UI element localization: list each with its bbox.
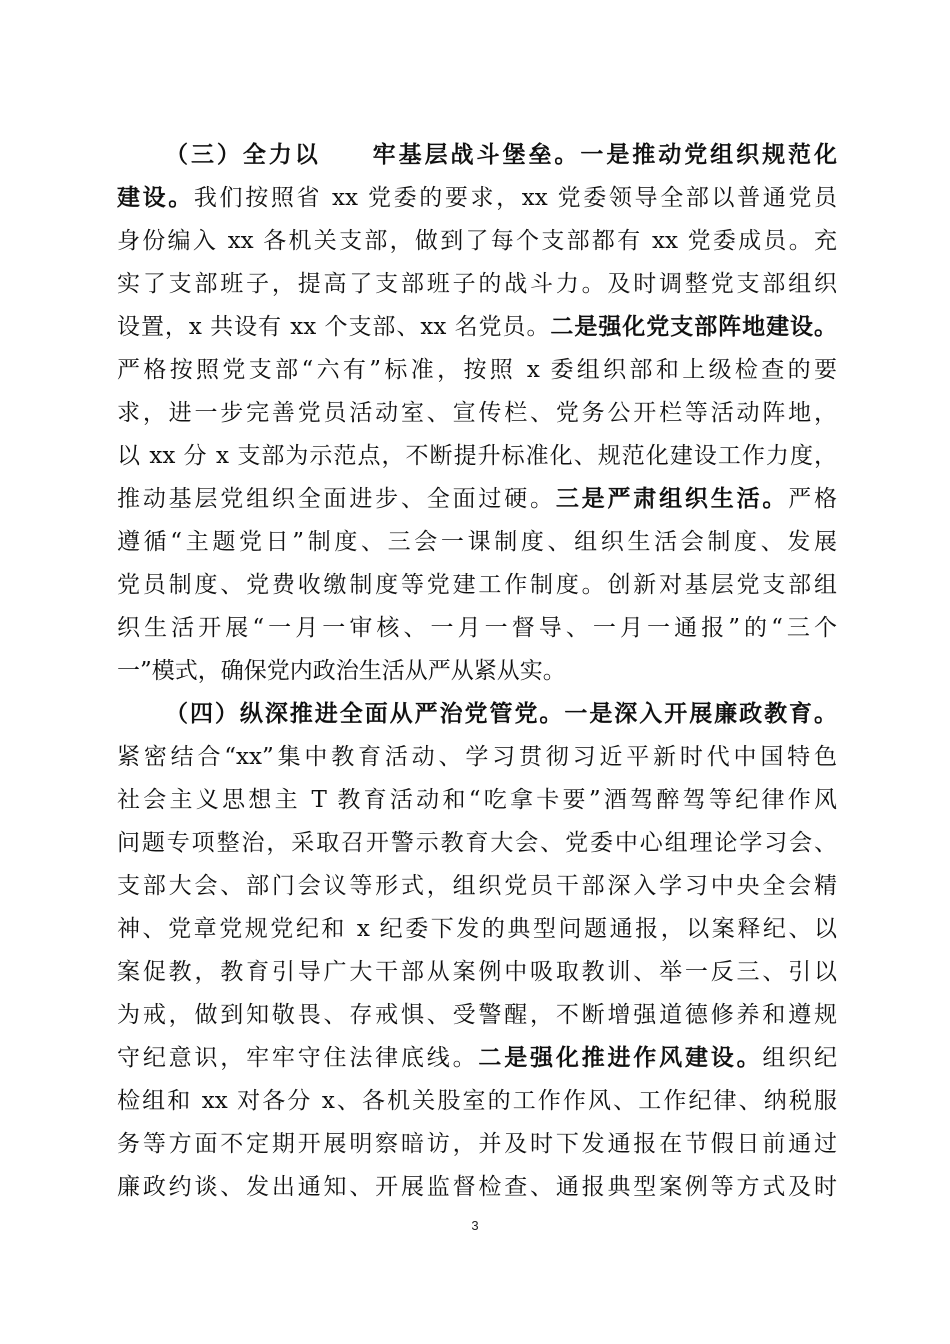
p4-heading: （四）纵深推进全面从严治党管党。一是深入开展廉政教育。 <box>165 700 837 727</box>
p3-line-8: 以 xx 分 x 支部为示范点，不断提升标准化、规范化建设工作力度， <box>117 443 837 469</box>
p4-line-12: 廉政约谈、发出通知、开展监督检查、通报典型案例等方式及时 <box>117 1174 837 1200</box>
p3-heading: （三）全力以 牢基层战斗堡垒。一是推动党组织规范化 <box>165 141 837 168</box>
p3-line-12: 织生活开展“一月一审核、一月一督导、一月一通报”的“三个 <box>117 615 837 641</box>
p3-line-6: 严格按照党支部“六有”标准，按照 x 委组织部和上级检查的要 <box>117 357 837 383</box>
p3-line-3: 身份编入 xx 各机关支部，做到了每个支部都有 xx 党委成员。充 <box>117 228 837 254</box>
p4-line-5: 支部大会、部门会议等形式，组织党员干部深入学习中央全会精 <box>117 873 837 899</box>
p3-line-7: 求，进一步完善党员活动室、宣传栏、党务公开栏等活动阵地， <box>117 400 837 426</box>
p3-line-9: 推动基层党组织全面进步、全面过硬。三是严肃组织生活。严格 <box>117 485 837 512</box>
p4-line-8: 为戒，做到知敬畏、存戒惧、受警醒，不断增强道德修养和遵规 <box>117 1002 837 1028</box>
page-number: 3 <box>471 1218 479 1233</box>
p4-line-7: 案促教，教育引导广大干部从案例中吸取教训、举一反三、引以 <box>117 959 837 985</box>
p3-line-11: 党员制度、党费收缴制度等党建工作制度。创新对基层党支部组 <box>117 572 837 598</box>
p4-line-3: 社会主义思想主 T 教育活动和“吃拿卡要”酒驾醉驾等纪律作风 <box>117 787 837 813</box>
p4-line-4: 问题专项整治，采取召开警示教育大会、党委中心组理论学习会、 <box>117 830 837 856</box>
p3-line-5: 设置，x 共设有 xx 个支部、xx 名党员。二是强化党支部阵地建设。 <box>117 313 837 340</box>
p4-line-1 <box>165 692 837 736</box>
p3-line-2: 建设。我们按照省 xx 党委的要求，xx 党委领导全部以普通党员 <box>117 184 837 211</box>
p3-line-10: 遵循“主题党日”制度、三会一课制度、组织生活会制度、发展 <box>117 529 837 555</box>
p4-line-11: 务等方面不定期开展明察暗访，并及时下发通报在节假日前通过 <box>117 1131 837 1157</box>
p4-line-6: 神、党章党规党纪和 x 纪委下发的典型问题通报，以案释纪、以 <box>117 916 837 942</box>
p4-line-9: 守纪意识，牢牢守住法律底线。二是强化推进作风建设。组织纪 <box>117 1044 837 1071</box>
p3-line-4: 实了支部班子，提高了支部班子的战斗力。及时调整党支部组织 <box>117 271 837 297</box>
p4-line-2: 紧密结合“xx”集中教育活动、学习贯彻习近平新时代中国特色 <box>117 744 837 770</box>
p4-line-10: 检组和 xx 对各分 x、各机关股室的工作作风、工作纪律、纳税服 <box>117 1088 837 1114</box>
p3-line-1 <box>165 133 837 177</box>
p3-line-13: 一”模式，确保党内政治生活从严从紧从实。 <box>117 658 566 684</box>
